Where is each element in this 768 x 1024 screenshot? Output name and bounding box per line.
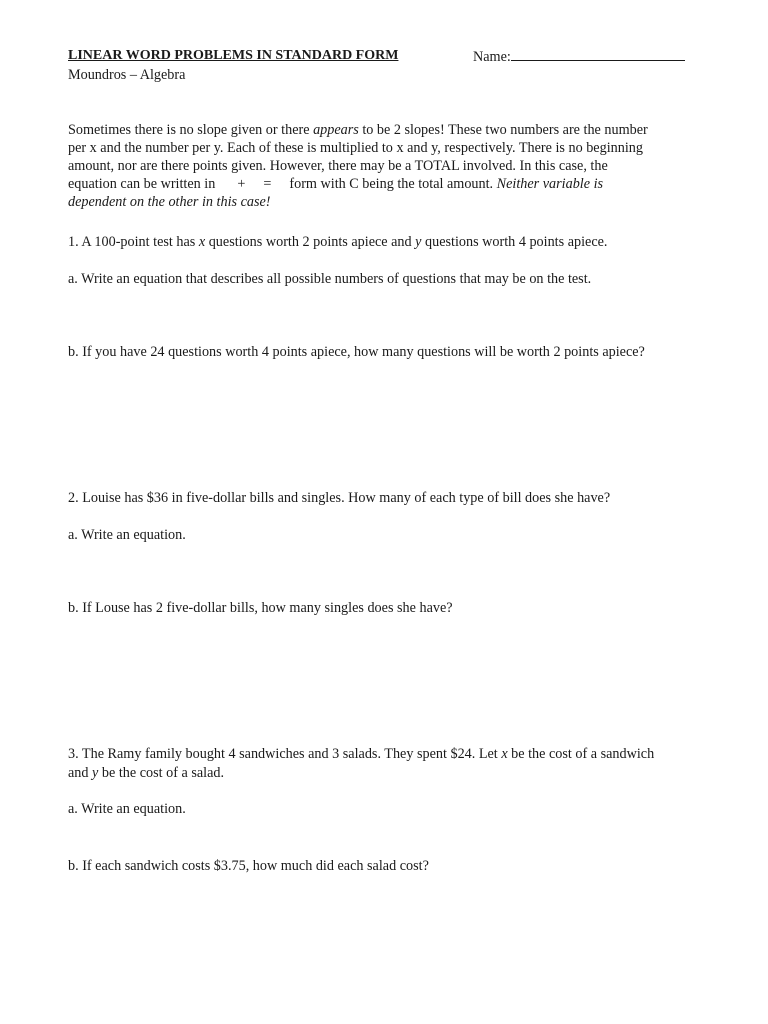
intro-line-1: Sometimes there is no slope given or there appears to be 2 slopes! These two numbers are the number [68,122,648,138]
intro-line-4: equation can be written in + = form with C being the total amount. Neither variable is [68,176,604,192]
equals-sign: = [263,176,272,192]
plus-sign: + [237,176,246,192]
problem-2-part-b: b. If Louse has 2 five-dollar bills, how many singles does she have? [68,600,453,616]
problem-3-part-a: a. Write an equation. [68,801,186,817]
problem-2-stem: 2. Louise has $36 in five-dollar bills and singles. How many of each type of bill does she have? [68,490,611,506]
worksheet-title: LINEAR WORD PROBLEMS IN STANDARD FORM [68,48,399,63]
course-subtitle: Moundros – Algebra [68,67,186,83]
problem-3-stem-line-1: 3. The Ramy family bought 4 sandwiches and 3 salads. They spent $24. Let x be the cost of a sandwich [68,746,655,762]
intro-paragraph [68,121,708,211]
name-field [473,47,685,66]
problem-1-part-b: b. If you have 24 questions worth 4 points apiece, how many questions will be worth 2 points apiece? [68,344,645,360]
problem-3-part-b: b. If each sandwich costs $3.75, how much did each salad cost? [68,858,429,874]
name-label: Name: [473,49,511,65]
name-blank-line [511,47,685,61]
problem-3-stem-line-2: and y be the cost of a salad. [68,765,225,781]
problem-2-part-a: a. Write an equation. [68,527,186,543]
intro-line-3: amount, nor are there points given. However, there may be a TOTAL involved. In this case, the [68,158,608,174]
emphasis-appears: appears [313,122,359,138]
intro-line-5: dependent on the other in this case! [68,194,271,210]
intro-line-2: per x and the number per y. Each of these is multiplied to x and y, respectively. There is no beginning [68,140,643,156]
problem-1-part-a: a. Write an equation that describes all possible numbers of questions that may be on the test. [68,271,592,287]
problem-1-stem: 1. A 100-point test has x questions worth 2 points apiece and y questions worth 4 points apiece. [68,234,608,250]
